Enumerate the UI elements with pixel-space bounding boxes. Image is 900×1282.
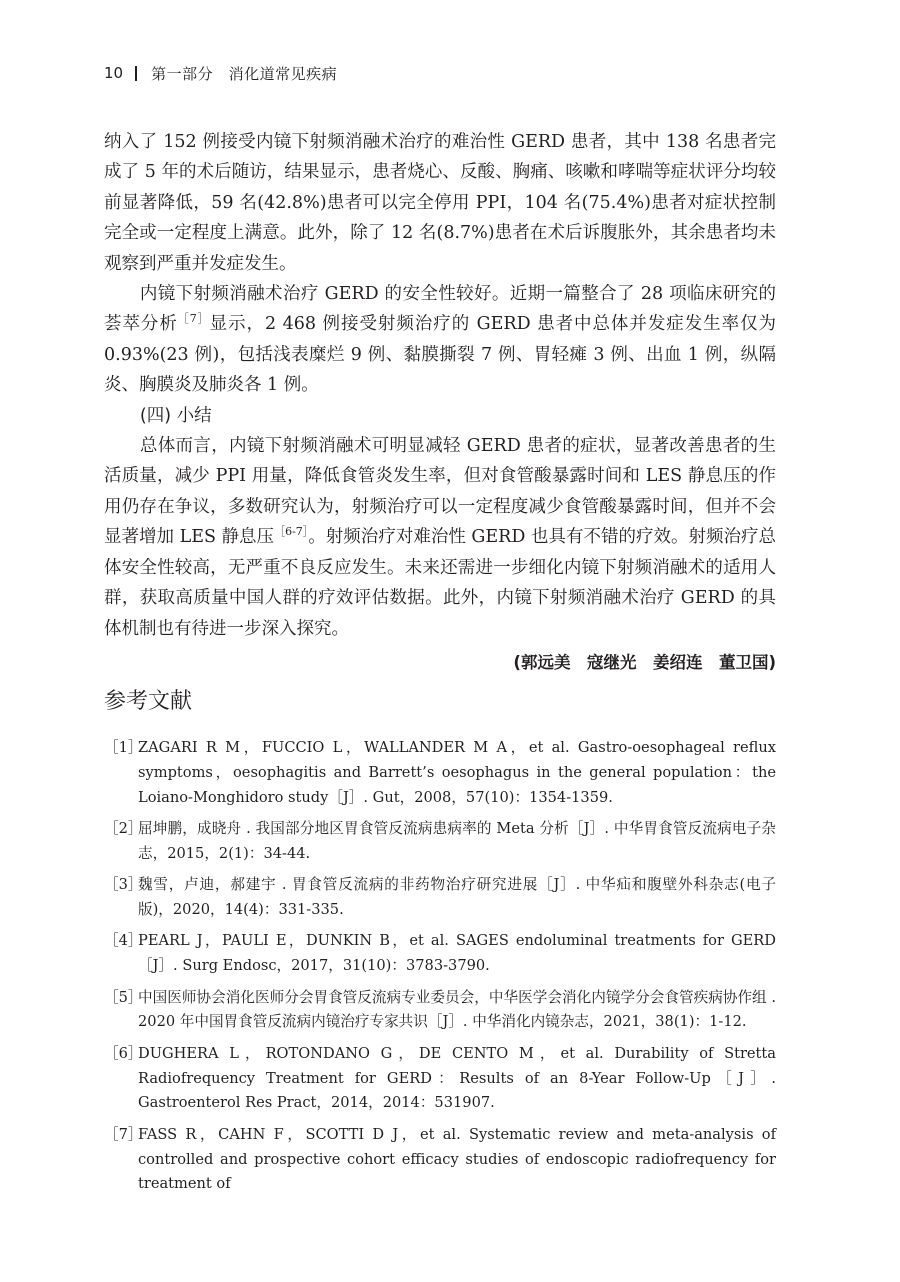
- reference-item: [104, 1123, 776, 1197]
- reference-number: ［1］: [104, 739, 143, 756]
- paragraph-rf-safety: [104, 279, 776, 401]
- paragraph-text: 显示，2 468 例接受射频治疗的 GERD 患者中总体并发症发生率仅为 0.93%(23 例)，包括浅表糜烂 9 例、黏膜撕裂 7 例、胃轻瘫 3 例、出血 1 例，纵隔炎、胸膜炎及肺炎各 1 例。: [104, 314, 777, 396]
- references-title: 参考文献: [104, 689, 193, 714]
- reference-text: 魏雪，卢迪，郝建宇 . 胃食管反流病的非药物治疗研究进展［J］. 中华疝和腹壁外科杂志(电子版)，2020，14(4)：331-335.: [138, 876, 776, 918]
- reference-item: [104, 736, 776, 810]
- reference-text: FASS R，CAHN F，SCOTTI D J，et al. Systematic review and meta-analysis of controlled and prospective cohort efficacy studies of endoscopic radiofrequency for treatment of: [138, 1125, 776, 1193]
- section-title: 第一部分 消化道常见疾病: [151, 64, 338, 83]
- reference-number: ［4］: [104, 932, 143, 950]
- reference-text: 屈坤鹏，成晓舟 . 我国部分地区胃食管反流病患病率的 Meta 分析［J］. 中华胃食管反流病电子杂志，2015，2(1)：34-44.: [138, 819, 776, 862]
- paragraph-text: 。射频治疗对难治性 GERD 也具有不错的疗效。射频治疗总体安全性较高，无严重不良反应发生。未来还需进一步细化内镜下射频消融术的适用人群，获取高质量中国人群的疗效评估数据。此外，内镜下射频消融术治疗 GERD 的具体机制也有待进一步深入探究。: [104, 527, 776, 639]
- section-heading-summary: (四) 小结: [139, 405, 212, 426]
- page-number: 10: [104, 64, 124, 82]
- reference-text: PEARL J，PAULI E，DUNKIN B，et al. SAGES endoluminal treatments for GERD［J］. Surg Endosc，2017，31(10)：3783-3790.: [138, 932, 776, 975]
- reference-item: [104, 929, 776, 979]
- reference-number: ［5］: [104, 988, 143, 1006]
- header-divider: [135, 66, 137, 81]
- reference-text: DUGHERA L，ROTONDANO G，DE CENTO M，et al. Durability of Stretta Radiofrequency Treatment for GERD：Results of an 8-Year Follow-Up［J］. Gastroenterol Res Pract，2014，2014：531907.: [138, 1044, 776, 1112]
- paragraph-summary: [104, 431, 776, 644]
- reference-number: ［3］: [104, 876, 143, 894]
- reference-text: 中国医师协会消化医师分会胃食管反流病专业委员会，中华医学会消化内镜学分会食管疾病协作组 . 2020 年中国胃食管反流病内镜治疗专家共识［J］. 中华消化内镜杂志，2021，38(1)：1-12.: [138, 988, 776, 1031]
- reference-item: [104, 1042, 776, 1116]
- reference-text: ZAGARI R M，FUCCIO L，WALLANDER M A，et al. Gastro-oesophageal reflux symptoms，oesophagitis and Barrett’s oesophagus in the general population：the Loiano-Monghidoro study［J］. Gut，2008，57(10)：1354-1359.: [138, 739, 776, 806]
- reference-list: [104, 736, 776, 1204]
- running-header: [104, 61, 337, 85]
- body-text: [104, 127, 776, 678]
- citation-ref: ［7］: [177, 312, 210, 326]
- reference-number: ［6］: [104, 1044, 143, 1062]
- reference-item: [104, 817, 776, 867]
- reference-number: ［7］: [104, 1125, 143, 1143]
- reference-number: ［2］: [104, 819, 143, 837]
- paragraph-text: 总体而言，内镜下射频消融术可明显减轻 GERD 患者的症状，显著改善患者的生活质量，减少 PPI 用量，降低食管炎发生率，但对食管酸暴露时间和 LES 静息压的作用仍存在争议，多数研究认为，射频治疗可以一定程度减少食管酸暴露时间，但并不会显著增加 LES 静息压: [104, 436, 776, 548]
- author-list: (郭远美 寇继光 姜绍连 董卫国): [513, 652, 776, 672]
- reference-item: [104, 986, 776, 1036]
- reference-item: [104, 873, 776, 923]
- paragraph-rf-results: 纳入了 152 例接受内镜下射频消融术治疗的难治性 GERD 患者，其中 138 名患者完成了 5 年的术后随访，结果显示，患者烧心、反酸、胸痛、咳嗽和哮喘等症状评分均较前显著降低，59 名(42.8%)患者可以完全停用 PPI，104 名(75.4%)患者对症状控制完全或一定程度上满意。此外，除了 12 名(8.7%)患者在术后诉腹胀外，其余患者均未观察到严重并发症发生。: [104, 132, 776, 274]
- paragraph-text: 内镜下射频消融术治疗 GERD 的安全性较好。近期一篇整合了 28 项临床研究的荟萃分析: [104, 284, 776, 335]
- citation-ref: ［6-7］: [274, 525, 309, 539]
